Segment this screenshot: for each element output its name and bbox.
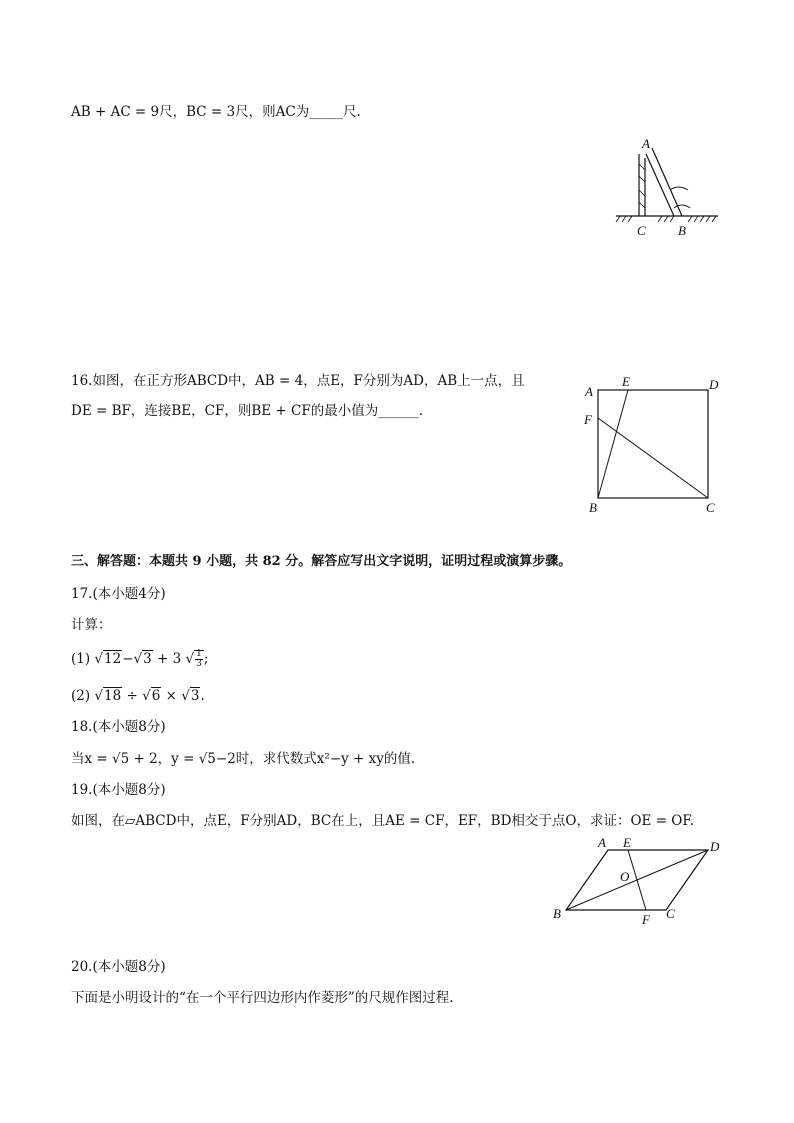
q16-line1: 16.如图，在正方形ABCD中，AB = 4，点E，F分别为AD，AB上一点，且 xyxy=(71,373,525,389)
section-heading: 三、解答题：本题共 9 小题，共 82 分。解答应写出文字说明，证明过程或演算步骤。 xyxy=(71,554,572,569)
q19-header: 19.(本小题8分) xyxy=(71,782,166,798)
fig15-label-a: A xyxy=(642,136,650,151)
q18-text: 当x = √5 + 2，y = √5−2时，求代数式x²−y + xy的值. xyxy=(71,751,416,767)
q17-p1-end: ; xyxy=(203,651,209,667)
fig15-label-c: C xyxy=(637,223,646,238)
fig16-label-e: E xyxy=(622,374,630,389)
fig15-label-b: B xyxy=(678,223,686,238)
q17-intro: 计算： xyxy=(71,617,112,633)
q16-figure xyxy=(580,372,730,518)
q17-p2-end: . xyxy=(200,688,205,704)
fig16-label-c: C xyxy=(706,500,715,515)
q19-text: 如图，在▱ABCD中，点E，F分别AD，BC在上，且AE = CF，EF，BD相交于点O，求证：OE = OF. xyxy=(71,813,694,829)
fig19-label-f: F xyxy=(642,912,650,927)
q17-part2 xyxy=(71,686,205,706)
sqrt-12: √12 xyxy=(94,651,122,667)
q20-text: 下面是小明设计的“在一个平行四边形内作菱形”的尺规作图过程. xyxy=(71,990,454,1006)
q20-header: 20.(本小题8分) xyxy=(71,959,166,975)
fig19-label-a: A xyxy=(598,835,606,850)
q17-p1-prefix: (1) xyxy=(71,651,91,667)
frac-numerator: 1 xyxy=(196,649,202,659)
fig16-label-f: F xyxy=(584,412,592,427)
q17-p2-prefix: (2) xyxy=(71,688,91,704)
fig19-label-o: O xyxy=(620,869,630,884)
sqrt-18: √18 xyxy=(94,688,122,704)
plus-three: + 3 xyxy=(152,651,182,667)
q15-text: AB + AC = 9尺，BC = 3尺，则AC为_____尺. xyxy=(71,104,361,120)
q18-header: 18.(本小题8分) xyxy=(71,719,166,735)
fig19-label-b: B xyxy=(553,906,561,921)
divide-sign: ÷ xyxy=(122,688,143,704)
q16-line2: DE = BF，连接BE，CF，则BE + CF的最小值为______. xyxy=(71,403,423,419)
fig19-label-e: E xyxy=(623,835,631,850)
times-sign: × xyxy=(161,688,182,704)
q15-figure xyxy=(612,134,722,242)
sqrt-3b: √3 xyxy=(181,688,200,704)
q17-header: 17.(本小题4分) xyxy=(71,586,166,602)
sqrt-6: √6 xyxy=(142,688,161,704)
fig16-label-a: A xyxy=(585,384,593,399)
fig16-label-d: D xyxy=(709,377,719,392)
fig16-label-b: B xyxy=(589,500,597,515)
sqrt-3: √3 xyxy=(133,651,152,667)
q19-figure xyxy=(548,832,728,928)
sqrt-fraction: √ $\frac{1}{3}$ xyxy=(185,649,202,669)
frac-denominator: 3 xyxy=(196,659,202,669)
minus-sign: − xyxy=(122,651,134,667)
fig19-label-c: C xyxy=(666,906,675,921)
q17-part1 xyxy=(71,649,208,669)
fig19-label-d: D xyxy=(710,839,720,854)
